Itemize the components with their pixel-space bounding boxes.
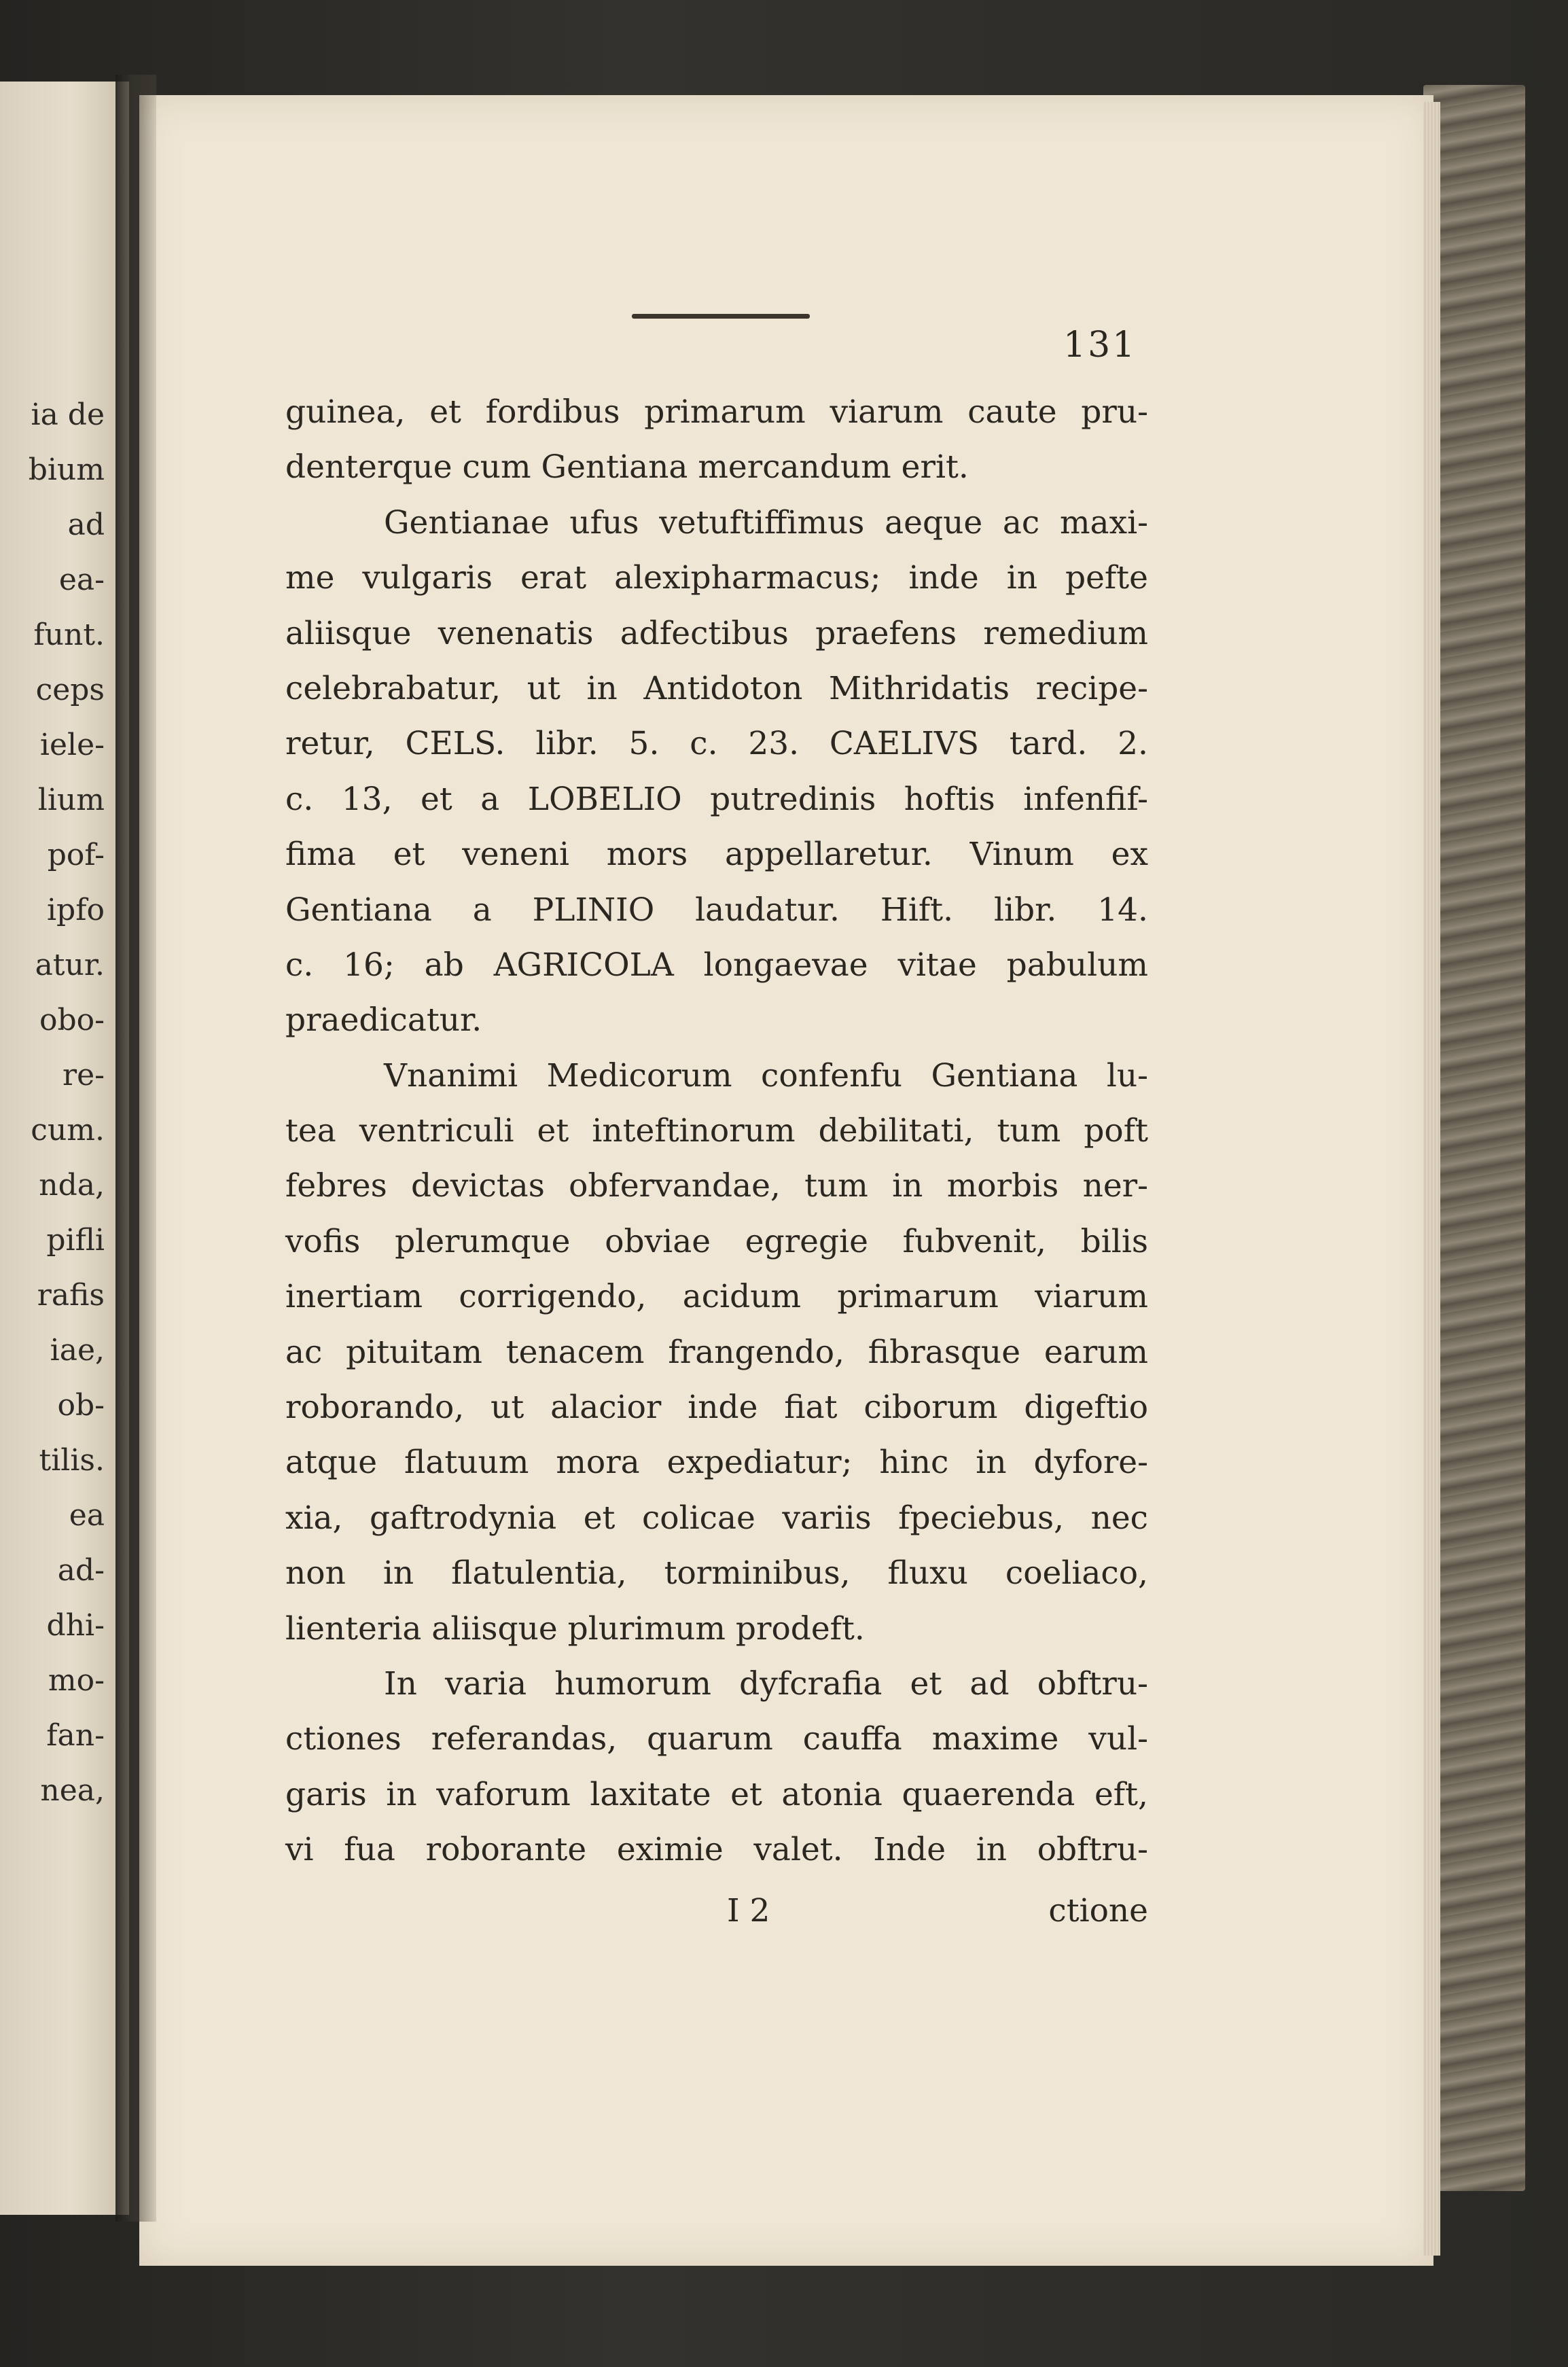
left-page-text-fragments xyxy=(3,387,125,1818)
left-page-fragment: iele- xyxy=(39,728,105,762)
text-line: febres devictas obfervandae, tum in morbis ner- xyxy=(285,1167,1148,1205)
left-page-fragment: ia de xyxy=(31,397,105,432)
text-line: denterque cum Gentiana mercandum erit. xyxy=(285,448,969,486)
left-page-fragment: dhi- xyxy=(46,1608,105,1643)
left-page-fragment: ea- xyxy=(58,563,105,597)
left-page-fragment: mo- xyxy=(48,1663,105,1698)
text-line: non in flatulentia, torminibus, fluxu coeliaco, xyxy=(285,1554,1148,1592)
text-line: praedicatur. xyxy=(285,1001,482,1039)
text-line: me vulgaris erat alexipharmacus; inde in pefte xyxy=(285,559,1148,597)
text-line: fima et veneni mors appellaretur. Vinum ex xyxy=(285,836,1148,874)
text-line: c. 16; ab AGRICOLA longaevae vitae pabulum xyxy=(285,946,1148,984)
text-line: tea ventriculi et inteftinorum debilitati, tum poft xyxy=(285,1112,1148,1150)
left-page-fragment: fan- xyxy=(46,1718,105,1753)
left-page-fragment: nda, xyxy=(39,1168,105,1203)
text-line: roborando, ut alacior inde fiat ciborum digeftio xyxy=(285,1389,1148,1427)
left-page-fragment: obo- xyxy=(39,1003,105,1037)
text-line: vi fua roborante eximie valet. Inde in obftru- xyxy=(285,1831,1148,1869)
text-line: vofis plerumque obviae egregie fubvenit, bilis xyxy=(285,1222,1148,1260)
text-line: atque flatuum mora expediatur; hinc in dyfore- xyxy=(285,1444,1148,1482)
text-line: xia, gaftrodynia et colicae variis fpeciebus, nec xyxy=(285,1499,1148,1537)
left-page-fragment: re- xyxy=(63,1058,105,1092)
page-footer xyxy=(285,1883,1148,1938)
text-line: ac pituitam tenacem frangendo, fibrasque earum xyxy=(285,1333,1148,1371)
text-line: Gentiana a PLINIO laudatur. Hift. libr. 14. xyxy=(285,891,1148,929)
left-page-fragment: tilis. xyxy=(39,1443,105,1478)
left-page-fragment: rafis xyxy=(37,1278,105,1313)
text-line: guinea, et fordibus primarum viarum caute pru- xyxy=(285,393,1148,431)
left-page-fragment: lium xyxy=(37,783,105,817)
left-page-fragment: ad- xyxy=(57,1553,105,1588)
left-page-fragment: ad xyxy=(67,508,105,542)
left-page-fragment: iae, xyxy=(50,1333,105,1368)
left-page-fragment: bium xyxy=(28,452,105,487)
page-edges xyxy=(1423,102,1440,2256)
text-line: c. 13, et a LOBELIO putredinis hoftis infenfif- xyxy=(285,780,1148,818)
left-page-fragment: ceps xyxy=(35,673,105,707)
catchword: ctione xyxy=(1048,1892,1148,1929)
page-number: 131 xyxy=(1063,325,1137,366)
left-page-fragment: nea, xyxy=(40,1773,105,1808)
header-rule xyxy=(632,314,810,319)
text-line: Vnanimi Medicorum confenfu Gentiana lu- xyxy=(384,1056,1148,1094)
text-line: Gentianae ufus vetuftiffimus aeque ac maxi- xyxy=(384,503,1148,541)
left-page-fragment: funt. xyxy=(33,618,105,652)
signature-mark: I 2 xyxy=(727,1892,770,1929)
left-page-fragment: ipfo xyxy=(46,893,105,927)
text-line: aliisque venenatis adfectibus praefens remedium xyxy=(285,614,1148,652)
text-line: In varia humorum dyfcrafia et ad obftru- xyxy=(384,1665,1148,1703)
text-line: retur, CELS. libr. 5. c. 23. CAELIVS tard. 2. xyxy=(285,725,1148,763)
left-page-fragment: ea xyxy=(69,1498,105,1533)
left-page-fragment: pof- xyxy=(47,838,105,872)
text-line: ctiones referandas, quarum cauffa maxime vul- xyxy=(285,1720,1148,1758)
text-line: celebrabatur, ut in Antidoton Mithridatis recipe- xyxy=(285,669,1148,707)
left-page-fragment: atur. xyxy=(35,948,105,982)
text-line: garis in vaforum laxitate et atonia quaerenda eft, xyxy=(285,1775,1148,1813)
text-line: inertiam corrigendo, acidum primarum viarum xyxy=(285,1278,1148,1316)
left-page-fragment: cum. xyxy=(31,1113,105,1147)
body-text xyxy=(285,385,1148,1878)
left-page-fragment: pifli xyxy=(46,1223,105,1258)
left-facing-page xyxy=(0,82,129,2215)
text-line: lienteria aliisque plurimum prodeft. xyxy=(285,1609,865,1648)
left-page-fragment: ob- xyxy=(57,1388,105,1423)
book-gutter xyxy=(115,75,156,2222)
